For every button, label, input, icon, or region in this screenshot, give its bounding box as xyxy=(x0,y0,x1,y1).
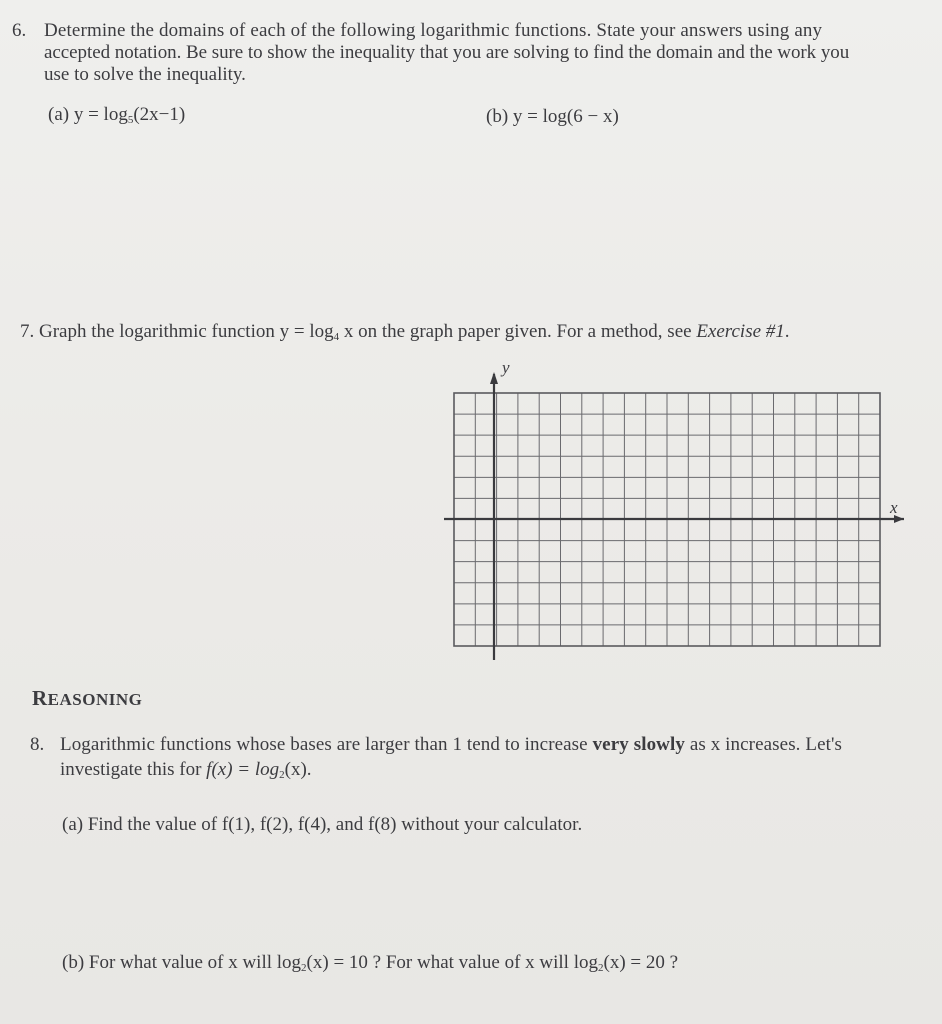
q7-number: 7. xyxy=(20,321,35,342)
graph-paper[interactable] xyxy=(438,356,908,664)
q6-part-a xyxy=(48,104,185,131)
q8-line2 xyxy=(60,759,312,786)
reasoning-rest: EASONING xyxy=(47,690,143,709)
reasoning-heading xyxy=(32,686,142,711)
q6-b-expr: y = log(6 − x) xyxy=(512,106,619,127)
q7-expr-post: x xyxy=(339,321,354,342)
q7-text-post: on the graph paper given. For a method, see xyxy=(358,321,692,342)
q8-bold: very slowly xyxy=(592,734,685,755)
graph-paper-svg xyxy=(438,356,908,664)
reasoning-first-letter: R xyxy=(32,686,48,710)
q8-line1 xyxy=(60,734,842,756)
q8-part-a: (a) Find the value of f(1), f(2), f(4), and f(8) without your calculator. xyxy=(62,814,583,835)
q8-line2-expr-post: (x). xyxy=(284,759,312,780)
q6-a-label: (a) xyxy=(48,104,70,125)
q8-b-base2: 2 xyxy=(598,962,604,974)
q6-a-base: 5 xyxy=(127,114,134,126)
q8-b-mid: (x) = 10 ? For what value of x will log xyxy=(306,952,598,973)
q8-line2-pre: investigate this for xyxy=(60,759,202,780)
q7-expr-pre: y = log xyxy=(279,321,334,342)
q6-line3: use to solve the inequality. xyxy=(44,64,246,85)
q8-line1-pre: Logarithmic functions whose bases are larger than 1 tend to increase xyxy=(60,734,588,755)
q6-line1: Determine the domains of each of the following logarithmic functions. State your answers using any xyxy=(44,20,823,41)
q6-number: 6. xyxy=(12,20,27,41)
q8-b-base: 2 xyxy=(301,962,307,974)
q6-part-b xyxy=(486,106,619,128)
q8-line2-base: 2 xyxy=(279,769,285,781)
q6-line2: accepted notation. Be sure to show the inequality that you are solving to find the domain and the work you xyxy=(44,42,850,63)
q6-b-label: (b) xyxy=(486,106,509,127)
q7-ref-end: . xyxy=(784,321,790,342)
q7-text-pre: Graph the logarithmic function xyxy=(39,321,275,342)
q8-b-post: (x) = 20 ? xyxy=(603,952,679,973)
q8-number: 8. xyxy=(30,734,45,755)
q6-a-expr-post: (2x−1) xyxy=(133,104,186,125)
q6-a-expr-pre: y = log xyxy=(73,104,128,125)
q7-ref: Exercise #1 xyxy=(696,321,785,342)
q8-line2-expr-pre: f(x) = log xyxy=(206,759,280,780)
q8-part-b xyxy=(62,952,678,979)
y-axis-label: y xyxy=(502,358,510,377)
q7-line xyxy=(20,321,790,348)
q7-base: 4 xyxy=(333,331,340,343)
q8-b-pre: (b) For what value of x will log xyxy=(62,952,302,973)
q8-line1-post: as x increases. Let's xyxy=(689,734,843,755)
y-axis-arrow-icon xyxy=(490,372,498,384)
x-axis-label: x xyxy=(890,498,898,517)
